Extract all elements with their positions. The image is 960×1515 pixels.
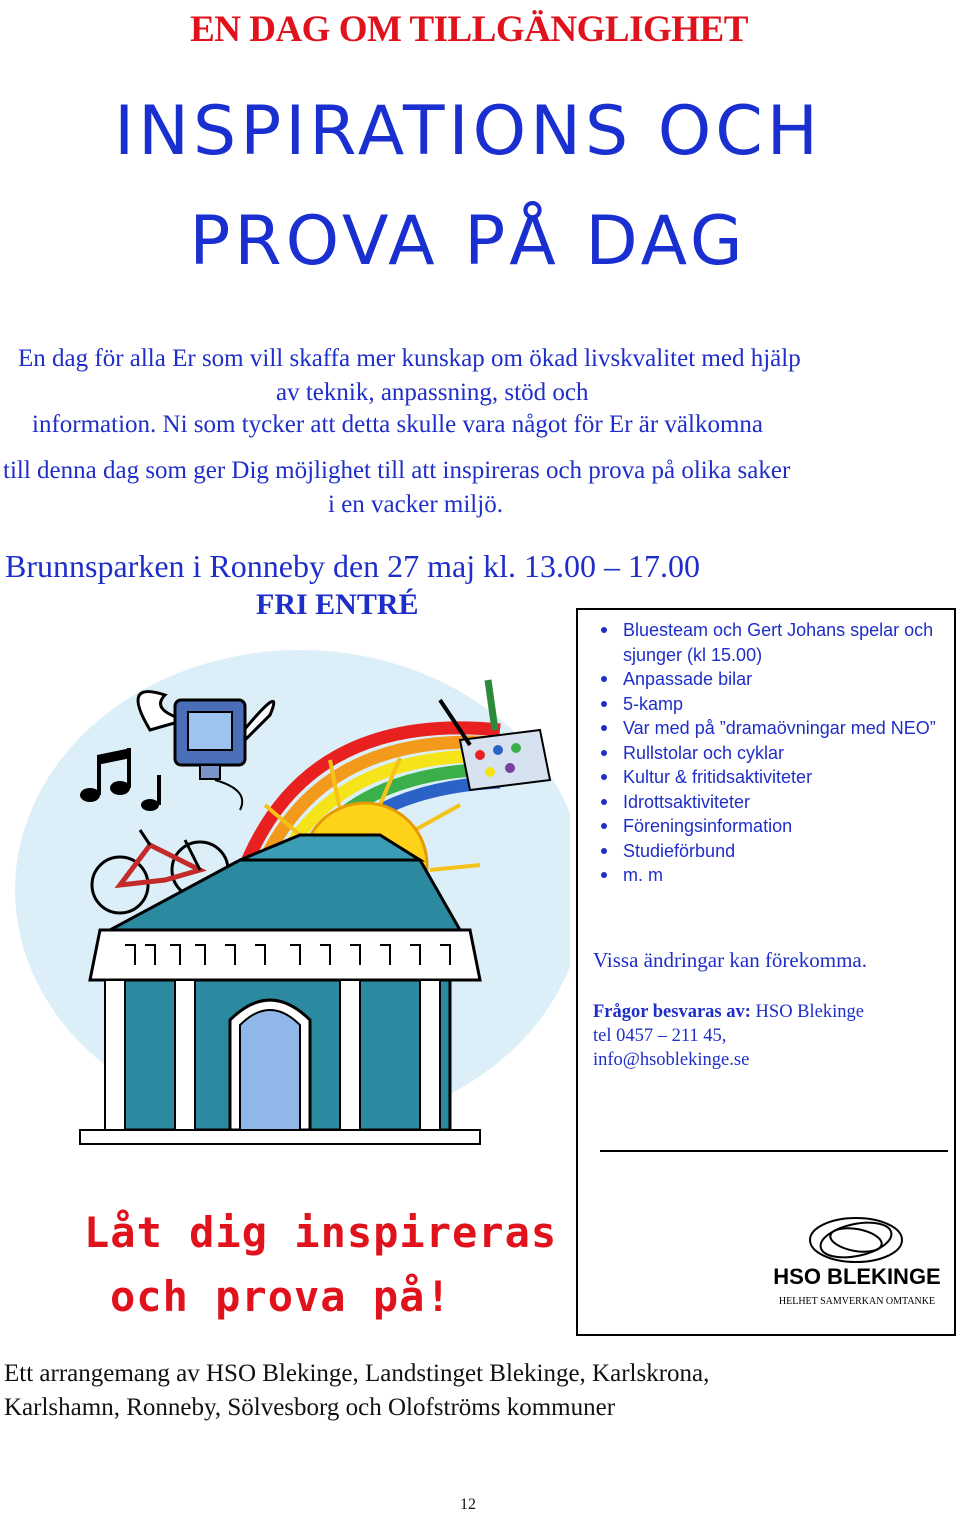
list-item-text: Bluesteam och Gert Johans spelar och sjunger (kl 15.00) (623, 620, 934, 665)
organizers-line-1: Ett arrangemang av HSO Blekinge, Landstinget Blekinge, Karlskrona, (4, 1360, 710, 1387)
hso-blekinge-logo (768, 1214, 946, 1310)
free-admission: FRI ENTRÉ (256, 588, 419, 621)
bullet-icon (601, 799, 607, 805)
organizers-line-2: Karlshamn, Ronneby, Sölvesborg och Olofströms kommuner (4, 1394, 616, 1421)
contact-label: Frågor besvaras av: (593, 1002, 751, 1022)
list-item (593, 692, 938, 717)
intro-line: information. Ni som tycker att detta skulle vara något för Er är välkomna (32, 411, 764, 438)
bullet-icon (601, 725, 607, 731)
contact-line (593, 1002, 864, 1023)
logo-name: HSO BLEKINGE (773, 1264, 941, 1289)
page-number: 12 (460, 1496, 476, 1513)
intro-line: av teknik, anpassning, stöd och (276, 379, 589, 406)
bullet-icon (601, 676, 607, 682)
list-item (593, 839, 938, 864)
event-time-place: Brunnsparken i Ronneby den 27 maj kl. 13.00 – 17.00 (5, 548, 701, 584)
divider (600, 1150, 948, 1152)
bullet-icon (601, 774, 607, 780)
park-illustration (0, 640, 570, 1170)
bullet-icon (601, 750, 607, 756)
top-title: EN DAG OM TILLGÄNGLIGHET (190, 9, 748, 50)
list-item-text: Kultur & fritidsaktiviteter (623, 767, 813, 787)
contact-email[interactable]: info@hsoblekinge.se (593, 1050, 750, 1070)
slogan-line-1: Låt dig inspireras (84, 1208, 558, 1257)
intro-line: i en vacker miljö. (328, 491, 503, 518)
contact-org: HSO Blekinge (755, 1002, 864, 1022)
logo-tagline: HELHET SAMVERKAN OMTANKE (778, 1296, 936, 1307)
bullet-icon (601, 823, 607, 829)
list-item (593, 618, 938, 667)
list-item (593, 790, 938, 815)
bullet-icon (601, 872, 607, 878)
main-title-line-1: INSPIRATIONS OCH (114, 92, 822, 171)
list-item (593, 741, 938, 766)
bullet-icon (601, 701, 607, 707)
list-item-text: Var med på ”dramaövningar med NEO” (623, 718, 936, 738)
intro-line: till denna dag som ger Dig möjlighet till att inspireras och prova på olika saker (3, 457, 791, 484)
list-item (593, 716, 938, 741)
list-item-text: Rullstolar och cyklar (623, 742, 785, 763)
list-item (593, 765, 938, 790)
contact-phone: tel 0457 – 211 45, (593, 1026, 727, 1046)
list-item-text: Anpassade bilar (623, 669, 753, 689)
list-item-text: m. m (623, 865, 663, 885)
main-title-line-2: PROVA PÅ DAG (189, 202, 747, 281)
list-item-text: Föreningsinformation (623, 816, 793, 836)
list-item-text: Studieförbund (623, 840, 736, 861)
list-item (593, 667, 938, 692)
list-item (593, 814, 938, 839)
program-list (593, 618, 938, 888)
list-item (593, 863, 938, 888)
bullet-icon (601, 627, 607, 633)
program-box (576, 608, 956, 1336)
intro-line: En dag för alla Er som vill skaffa mer kunskap om ökad livskvalitet med hjälp (18, 345, 801, 372)
list-item-text: Idrottsaktiviteter (623, 791, 751, 812)
changes-note: Vissa ändringar kan förekomma. (593, 948, 867, 972)
bullet-icon (601, 848, 607, 854)
slogan-line-2: och prova på! (110, 1272, 452, 1321)
list-item-text: 5-kamp (623, 693, 684, 714)
